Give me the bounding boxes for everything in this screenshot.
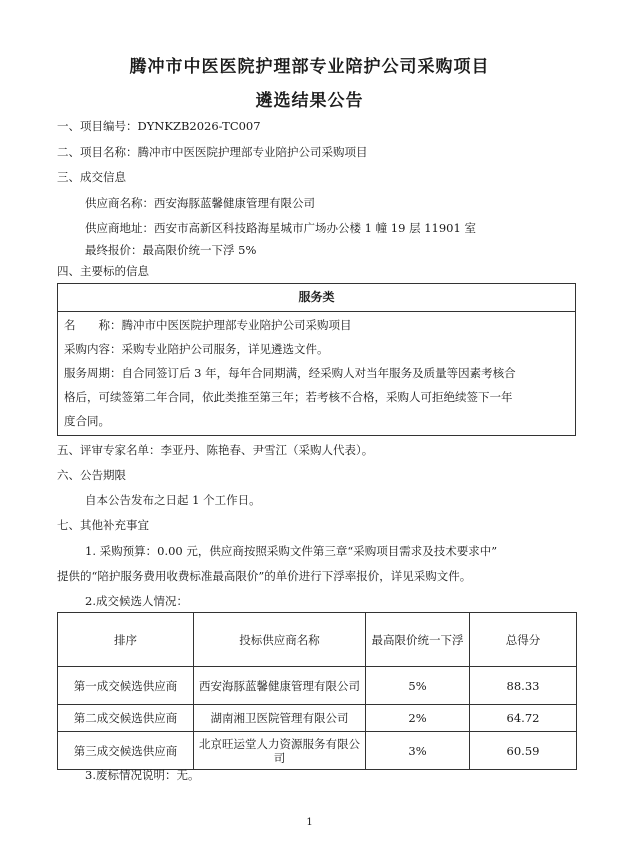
main-subject-heading: 四、主要标的信息 [57,264,149,278]
supplier-name: 供应商名称：西安海豚蓝馨健康管理有限公司 [85,196,315,210]
notice-period-heading: 六、公告期限 [57,468,126,482]
project-name: 二、项目名称：腾冲市中医医院护理部专业陪护公司采购项目 [57,145,368,159]
budget-line-1: 1. 采购预算：0.00 元，供应商按照采购文件第三章“采购项目需求及技术要求中” [85,544,498,558]
table-row [58,705,577,732]
cell-discount: 3% [366,732,470,770]
header-rank: 排序 [58,613,194,667]
cell-supplier: 湖南湘卫医院管理有限公司 [194,705,366,732]
service-period-line-1: 服务周期：自合同签订后 3 年，每年合同期满，经采购人对当年服务及质量等因素考核合 [64,366,516,380]
service-content: 采购内容：采购专业陪护公司服务，详见遴选文件。 [64,342,329,356]
document-title: 腾冲市中医医院护理部专业陪护公司采购项目 [129,57,490,77]
supplier-address: 供应商地址：西安市高新区科技路海星城市广场办公楼 1 幢 19 层 11901 室 [85,221,476,235]
cell-discount: 5% [366,667,470,705]
final-price: 最终报价：最高限价统一下浮 5% [85,243,257,257]
document-subtitle: 遴选结果公告 [255,91,364,111]
service-period-line-2: 格后，可续签第二年合同，依此类推至第三年；若考核不合格，采购人可拒绝续签下一年 [64,390,513,404]
service-name: 名 称：腾冲市中医医院护理部专业陪护公司采购项目 [64,318,352,332]
header-supplier: 投标供应商名称 [194,613,366,667]
cell-rank: 第三成交候选供应商 [58,732,194,770]
table-row [58,732,577,770]
cell-rank: 第二成交候选供应商 [58,705,194,732]
header-discount: 最高限价统一下浮 [366,613,470,667]
cell-supplier: 北京旺运堂人力资源服务有限公司 [194,732,366,770]
other-matters-heading: 七、其他补充事宜 [57,518,149,532]
table-header-row [58,613,577,667]
cell-score: 88.33 [470,667,577,705]
cell-rank: 第一成交候选供应商 [58,667,194,705]
service-info-box [57,283,576,436]
service-period-line-3: 度合同。 [64,414,110,428]
cell-score: 64.72 [470,705,577,732]
page-number: 1 [306,817,313,828]
notice-period-text: 自本公告发布之日起 1 个工作日。 [85,493,261,507]
table-row [58,667,577,705]
budget-line-2: 提供的“陪护服务费用收费标准最高限价”的单价进行下浮率报价，详见采购文件。 [57,569,472,583]
candidates-table [57,612,577,770]
service-box-header: 服务类 [58,284,575,312]
candidates-heading: 2.成交候选人情况： [85,594,188,608]
cell-score: 60.59 [470,732,577,770]
expert-list: 五、评审专家名单：李亚丹、陈艳春、尹雪江（采购人代表）。 [57,443,374,457]
cell-discount: 2% [366,705,470,732]
cell-supplier: 西安海豚蓝馨健康管理有限公司 [194,667,366,705]
project-number: 一、项目编号：DYNKZB2026-TC007 [57,119,261,133]
deal-info-heading: 三、成交信息 [57,170,126,184]
invalid-bid-note: 3.废标情况说明：无。 [85,768,200,782]
header-score: 总得分 [470,613,577,667]
